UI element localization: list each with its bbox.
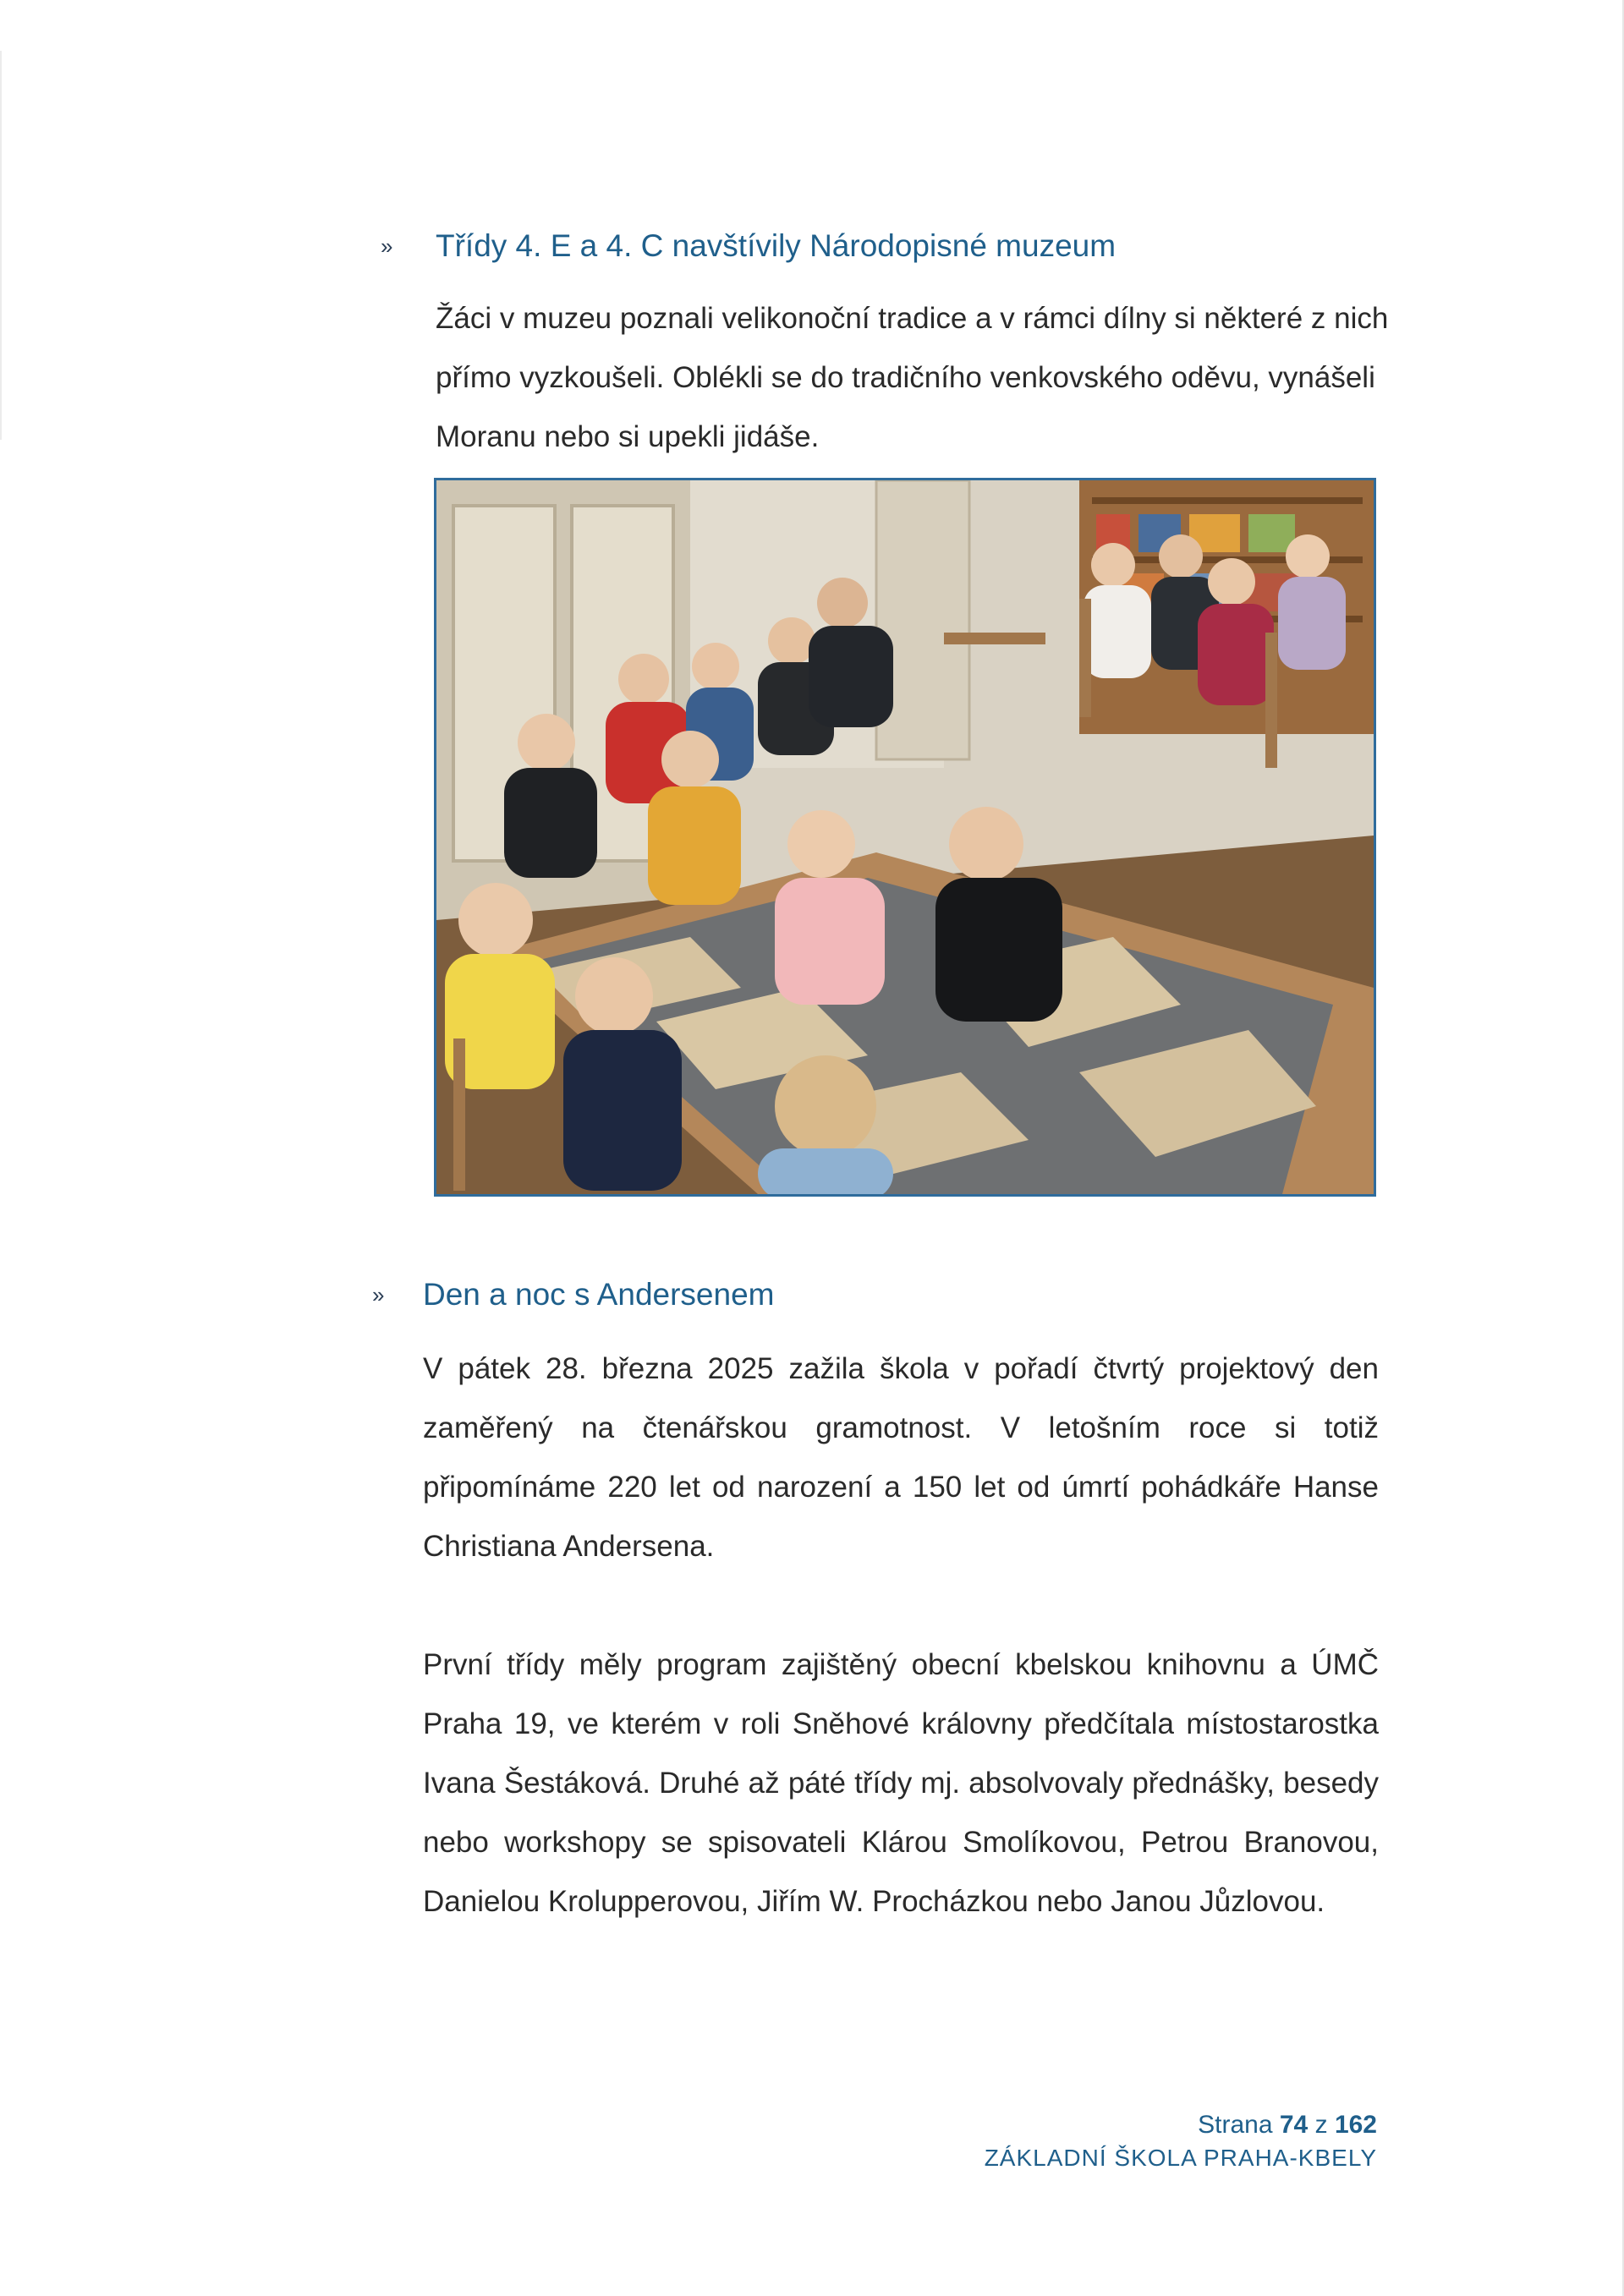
section-heading-row: [381, 228, 1396, 271]
section-museum-visit: [381, 228, 1396, 496]
section-heading: Třídy 4. E a 4. C navštívily Národopisné muzeum: [436, 228, 1116, 263]
section-heading: Den a noc s Andersenem: [423, 1277, 775, 1312]
bullet-marker: »: [381, 233, 393, 259]
bullet-marker: »: [372, 1282, 385, 1307]
section-paragraph: V pátek 28. března 2025 zažila škola v pořadí čtvrtý projektový den zaměřený na čtenářskou gramotnost. V letošním roce si totiž připomínáme 220 let od narození a 150 let od úmrtí pohádkáře Hanse Christiana Andersena.: [423, 1352, 1379, 1563]
page-separator: z: [1314, 2111, 1328, 2139]
page-number: 74: [1279, 2111, 1309, 2139]
section-heading-row: [372, 1277, 1387, 1319]
section-andersen-day: [372, 1277, 1387, 1961]
classroom-photo-illustration: [436, 480, 1374, 1194]
page-footer: [985, 2108, 1377, 2174]
school-name: ZÁKLADNÍ ŠKOLA PRAHA-KBELY: [984, 2145, 1377, 2171]
section-paragraph: Žáci v muzeu poznali velikonoční tradice a v rámci dílny si některé z nich přímo vyzkoušeli. Oblékli se do tradičního venkovského oděvu, vynášeli Moranu nebo si upekli jidáše.: [436, 302, 1389, 453]
section-paragraph: První třídy měly program zajištěný obecní kbelskou knihovnu a ÚMČ Praha 19, ve kterém v roli Sněhové královny předčítala místostarostka Ivana Šestáková. Druhé až páté třídy mj. absolvovaly přednášky, besedy nebo workshopy se spisovateli Klárou Smolíkovou, Petrou Branovou, Danielou Krolupperovou, Jiřím W. Procházkou nebo Janou Jůzlovou.: [423, 1648, 1379, 1918]
classroom-photo: [434, 478, 1376, 1197]
page-counter: [985, 2108, 1377, 2142]
scan-edge: [0, 51, 2, 440]
page-prefix: Strana: [1198, 2111, 1273, 2139]
page-total: 162: [1334, 2111, 1377, 2139]
